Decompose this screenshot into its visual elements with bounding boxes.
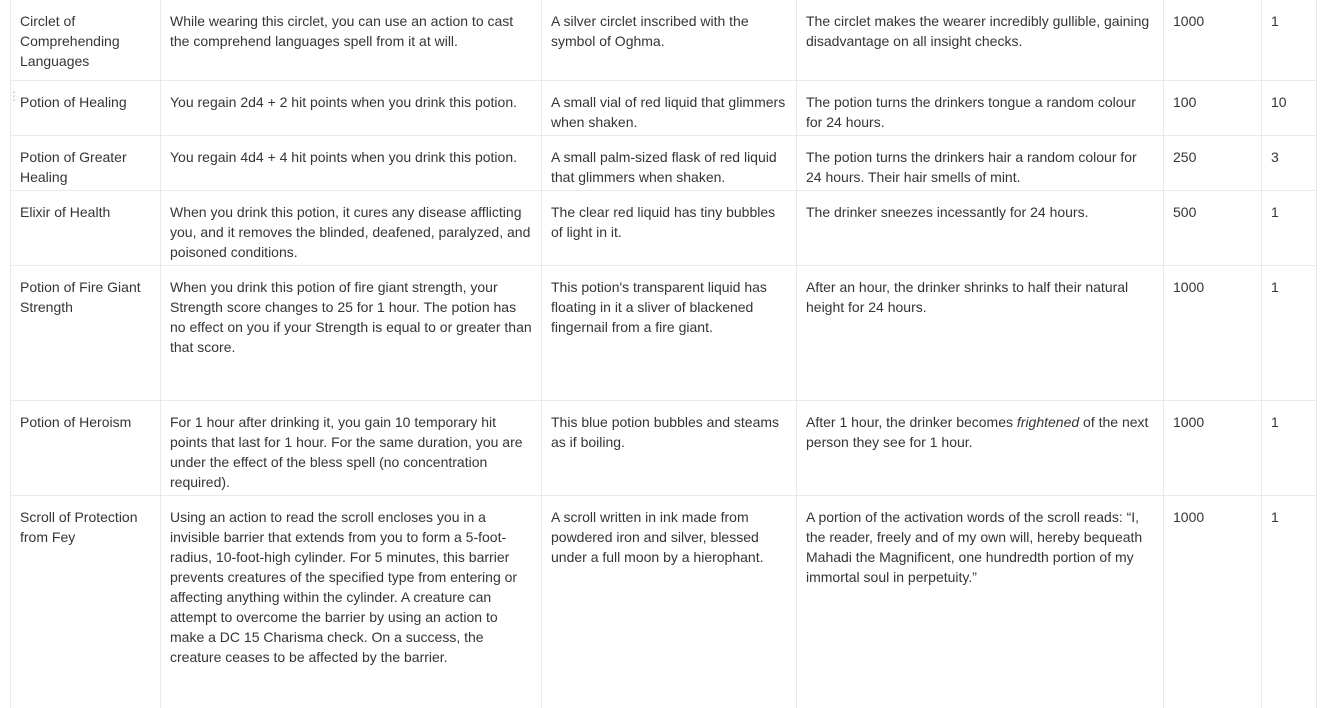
item-name-cell[interactable]: Potion of Healing [11, 81, 161, 136]
item-description-cell[interactable]: The clear red liquid has tiny bubbles of light in it. [542, 191, 797, 266]
item-description-cell[interactable]: This blue potion bubbles and steams as if boiling. [542, 401, 797, 496]
item-name-cell[interactable]: Elixir of Health [11, 191, 161, 266]
item-quantity-cell[interactable]: 3 [1262, 136, 1317, 191]
item-curse-cell[interactable]: A portion of the activation words of the scroll reads: “I, the reader, freely and of my own will, hereby bequeath Mahadi the Magnificent, one hundredth portion of my immortal soul in perpetuity.” [797, 496, 1164, 708]
table-row [11, 496, 1317, 708]
item-curse-cell[interactable]: The circlet makes the wearer incredibly gullible, gaining disadvantage on all insight checks. [797, 0, 1164, 81]
item-price-cell[interactable]: 1000 [1164, 266, 1262, 401]
item-quantity-cell[interactable]: 1 [1262, 0, 1317, 81]
item-price-cell[interactable]: 100 [1164, 81, 1262, 136]
item-curse-cell[interactable]: The potion turns the drinkers hair a random colour for 24 hours. Their hair smells of mint. [797, 136, 1164, 191]
item-curse-cell[interactable]: The potion turns the drinkers tongue a random colour for 24 hours. [797, 81, 1164, 136]
item-curse-cell[interactable] [797, 401, 1164, 496]
item-description-cell[interactable]: A scroll written in ink made from powdered iron and silver, blessed under a full moon by a hierophant. [542, 496, 797, 708]
table-row [11, 401, 1317, 496]
item-name-cell[interactable]: Circlet of Comprehending Languages [11, 0, 161, 81]
item-price-cell[interactable]: 1000 [1164, 0, 1262, 81]
curse-text-after: of the next person they see for 1 hour. [806, 414, 1149, 450]
item-description-cell[interactable]: This potion's transparent liquid has floating in it a sliver of blackened fingernail from a fire giant. [542, 266, 797, 401]
item-price-cell[interactable]: 1000 [1164, 496, 1262, 708]
item-effect-cell[interactable]: You regain 4d4 + 4 hit points when you drink this potion. [161, 136, 542, 191]
item-quantity-cell[interactable]: 1 [1262, 496, 1317, 708]
item-price-cell[interactable]: 250 [1164, 136, 1262, 191]
table-row [11, 266, 1317, 401]
item-quantity-cell[interactable]: 1 [1262, 191, 1317, 266]
table-row [11, 81, 1317, 136]
item-price-cell[interactable]: 500 [1164, 191, 1262, 266]
item-effect-cell[interactable]: You regain 2d4 + 2 hit points when you drink this potion. [161, 81, 542, 136]
item-effect-cell[interactable]: While wearing this circlet, you can use an action to cast the comprehend languages spell from it at will. [161, 0, 542, 81]
item-effect-cell[interactable]: For 1 hour after drinking it, you gain 10 temporary hit points that last for 1 hour. For the same duration, you are under the effect of the bless spell (no concentration required). [161, 401, 542, 496]
items-table [10, 0, 1317, 708]
item-effect-cell[interactable]: Using an action to read the scroll encloses you in a invisible barrier that extends from you to form a 5-foot-radius, 10-foot-high cylinder. For 5 minutes, this barrier prevents creatures of the specified type from entering or affecting anything within the cylinder. A creature can attempt to overcome the barrier by using an action to make a DC 15 Charisma check. On a success, the creature ceases to be affected by the barrier. [161, 496, 542, 708]
item-quantity-cell[interactable]: 10 [1262, 81, 1317, 136]
drag-handle-icon[interactable]: ⋮ [8, 89, 19, 103]
table-row [11, 136, 1317, 191]
item-effect-cell[interactable]: When you drink this potion of fire giant strength, your Strength score changes to 25 for 1 hour. The potion has no effect on you if your Strength is equal to or greater than that score. [161, 266, 542, 401]
table-row [11, 191, 1317, 266]
item-quantity-cell[interactable]: 1 [1262, 266, 1317, 401]
item-name-cell[interactable]: Potion of Heroism [11, 401, 161, 496]
curse-text-before: After 1 hour, the drinker becomes [806, 414, 1017, 430]
item-curse-cell[interactable]: The drinker sneezes incessantly for 24 hours. [797, 191, 1164, 266]
curse-text-italic: frightened [1016, 414, 1080, 430]
item-name-cell[interactable]: Potion of Greater Healing [11, 136, 161, 191]
item-quantity-cell[interactable]: 1 [1262, 401, 1317, 496]
item-description-cell[interactable]: A small palm-sized flask of red liquid that glimmers when shaken. [542, 136, 797, 191]
item-price-cell[interactable]: 1000 [1164, 401, 1262, 496]
item-description-cell[interactable]: A small vial of red liquid that glimmers when shaken. [542, 81, 797, 136]
table-row [11, 0, 1317, 81]
item-description-cell[interactable]: A silver circlet inscribed with the symbol of Oghma. [542, 0, 797, 81]
item-name-cell[interactable]: Potion of Fire Giant Strength [11, 266, 161, 401]
item-name-cell[interactable]: Scroll of Protection from Fey [11, 496, 161, 708]
item-effect-cell[interactable]: When you drink this potion, it cures any disease afflicting you, and it removes the blinded, deafened, paralyzed, and poisoned conditions. [161, 191, 542, 266]
item-curse-cell[interactable]: After an hour, the drinker shrinks to half their natural height for 24 hours. [797, 266, 1164, 401]
